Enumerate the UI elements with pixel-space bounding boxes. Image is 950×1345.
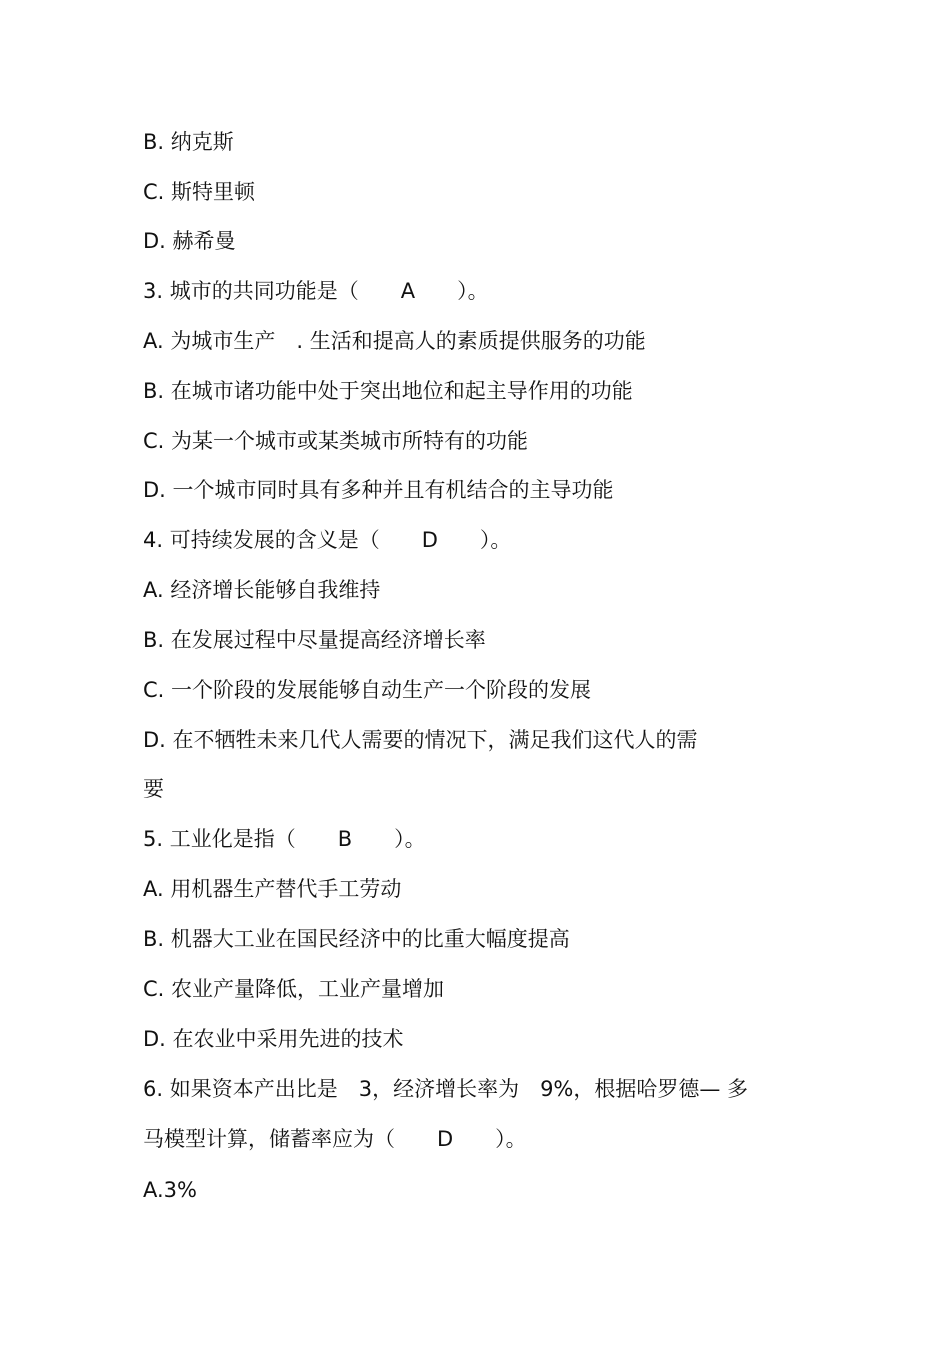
option-c-sitelidun: C. 斯特里顿 xyxy=(143,180,256,204)
question-6: 6. 如果资本产出比是 3，经济增长率为 9%，根据哈罗德— 多 xyxy=(143,1077,749,1101)
q3-option-c: C. 为某一个城市或某类城市所特有的功能 xyxy=(143,429,529,453)
q4-option-c: C. 一个阶段的发展能够自动生产一个阶段的发展 xyxy=(143,678,592,702)
question-5: 5. 工业化是指（ B ）。 xyxy=(143,827,426,851)
q5-option-b: B. 机器大工业在国民经济中的比重大幅度提高 xyxy=(143,927,570,951)
question-3: 3. 城市的共同功能是（ A ）。 xyxy=(143,279,489,303)
option-b-nakesi: B. 纳克斯 xyxy=(143,130,234,154)
q4-option-d: D. 在不牺牲未来几代人需要的情况下，满足我们这代人的需 xyxy=(143,728,698,752)
q5-option-c: C. 农业产量降低，工业产量增加 xyxy=(143,977,445,1001)
q4-option-d-continued: 要 xyxy=(143,777,164,801)
q4-option-a: A. 经济增长能够自我维持 xyxy=(143,578,381,602)
question-4: 4. 可持续发展的含义是（ D ）。 xyxy=(143,528,512,552)
q3-option-b: B. 在城市诸功能中处于突出地位和起主导作用的功能 xyxy=(143,379,633,403)
q5-option-a: A. 用机器生产替代手工劳动 xyxy=(143,877,402,901)
q3-option-a: A. 为城市生产 . 生活和提高人的素质提供服务的功能 xyxy=(143,329,646,353)
question-6-continued: 马模型计算，储蓄率应为（ D ）。 xyxy=(143,1127,527,1151)
q4-option-b: B. 在发展过程中尽量提高经济增长率 xyxy=(143,628,486,652)
q6-option-a: A.3% xyxy=(143,1178,197,1202)
q5-option-d: D. 在农业中采用先进的技术 xyxy=(143,1027,404,1051)
q3-option-d: D. 一个城市同时具有多种并且有机结合的主导功能 xyxy=(143,478,614,502)
option-d-heximan: D. 赫希曼 xyxy=(143,229,236,253)
